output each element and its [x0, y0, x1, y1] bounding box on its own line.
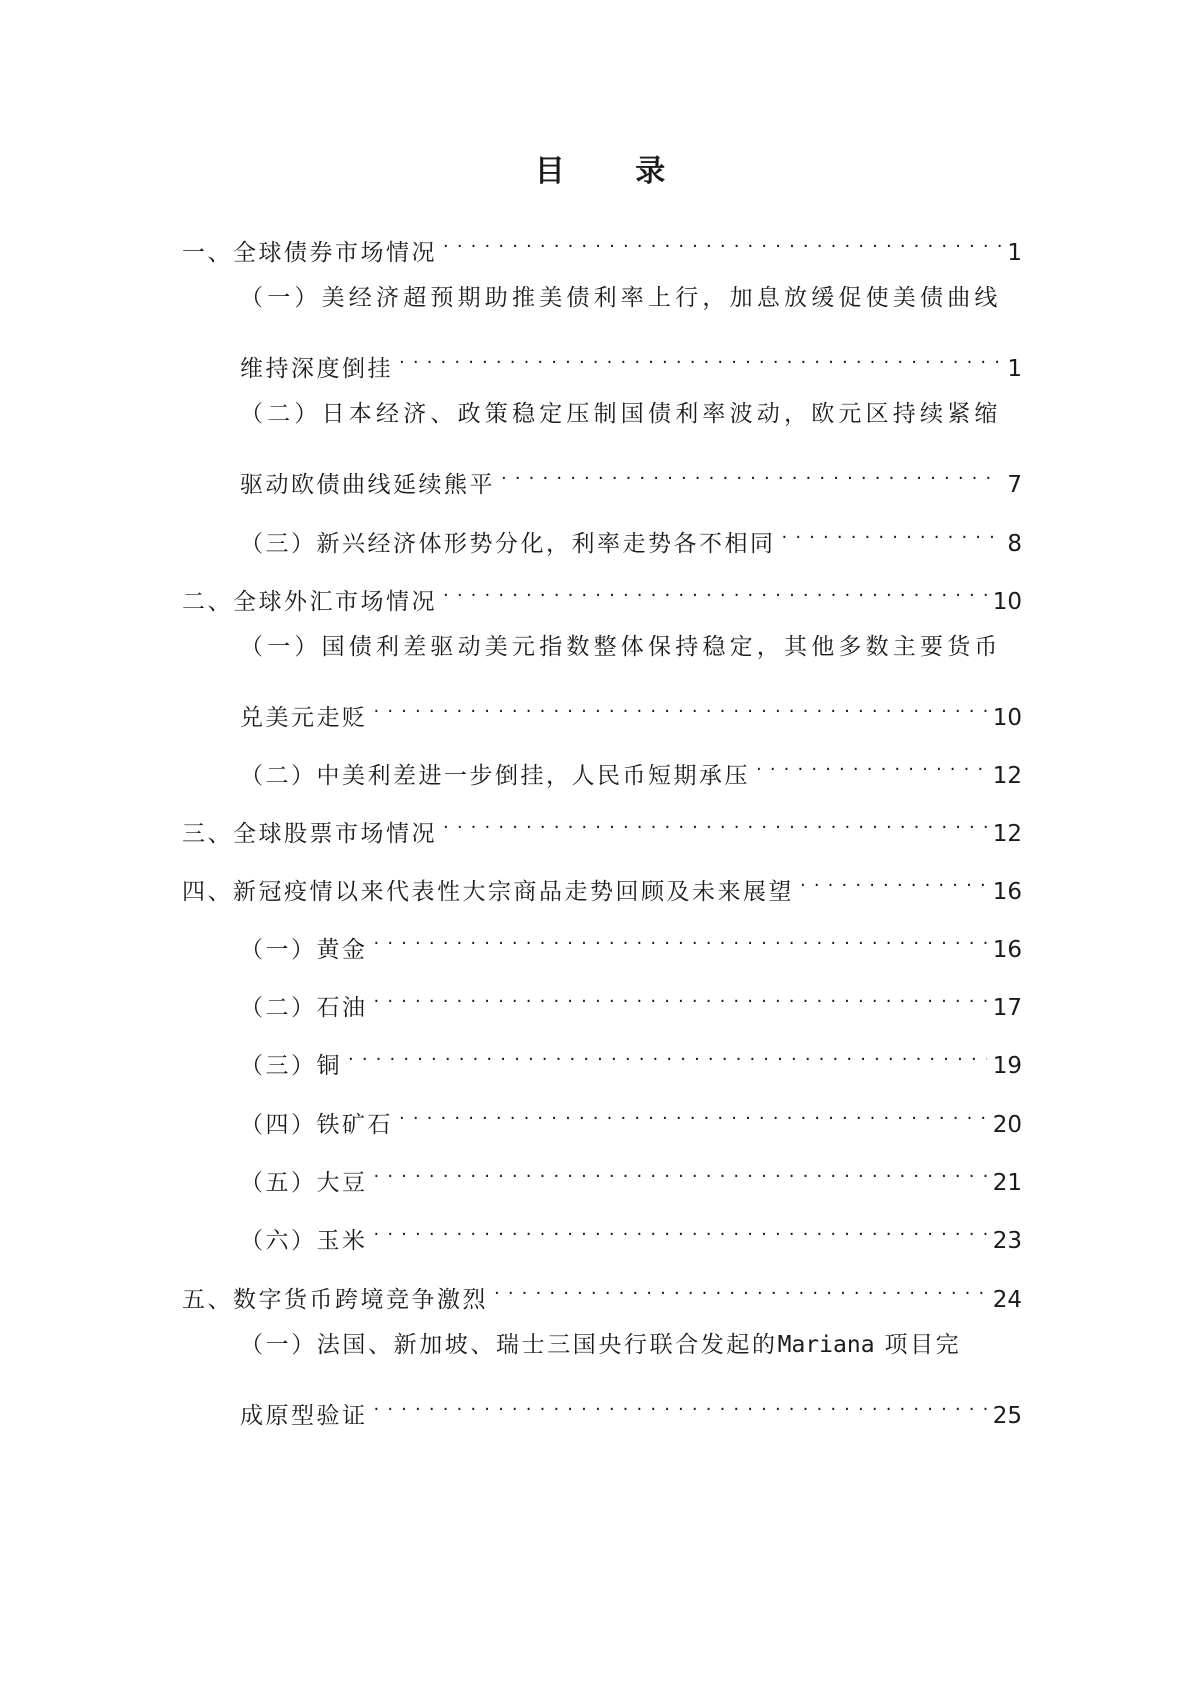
toc-page-number: 17 — [992, 995, 1022, 1021]
toc-entry-label: （三）新兴经济体形势分化，利率走势各不相同 — [240, 531, 776, 557]
toc-entry-label-latin: Mariana — [777, 1332, 875, 1358]
toc-entry-2-1-line2[interactable] — [240, 685, 1022, 731]
toc-entry-label: （六）玉米 — [240, 1228, 368, 1254]
toc-entry-label-part: 项目完 — [884, 1332, 962, 1358]
dot-leader — [374, 1208, 987, 1248]
toc-entry-4[interactable] — [182, 859, 1022, 905]
toc-entry-4-4[interactable] — [240, 1092, 1022, 1138]
toc-entry-label: （二）石油 — [240, 995, 368, 1021]
toc-entry-label: 二、全球外汇市场情况 — [182, 589, 437, 615]
toc-entry-label: （一）国债利差驱动美元指数整体保持稳定，其他多数主要货币 — [240, 634, 1002, 660]
dot-leader — [800, 859, 987, 899]
toc-entry-label: （一）黄金 — [240, 937, 368, 963]
toc-entry-label: 一、全球债券市场情况 — [182, 240, 437, 266]
toc-entry-label: 维持深度倒挂 — [240, 356, 393, 382]
dot-leader — [782, 511, 1002, 551]
dot-leader — [443, 569, 987, 609]
toc-page-number: 23 — [992, 1228, 1022, 1254]
toc-page-number: 1 — [1007, 356, 1022, 382]
dot-leader — [494, 1267, 987, 1307]
toc-entry-label: （五）大豆 — [240, 1170, 368, 1196]
dot-leader — [443, 220, 1001, 260]
dot-leader — [374, 917, 987, 957]
toc-entry-5[interactable] — [182, 1267, 1022, 1313]
toc-entry-label: 五、数字货币跨境竞争激烈 — [182, 1287, 488, 1313]
toc-page-number: 19 — [992, 1053, 1022, 1079]
toc-entry-5-1-line2[interactable] — [240, 1383, 1022, 1429]
toc-title: 目 录 — [534, 154, 696, 189]
toc-entry-4-6[interactable] — [240, 1208, 1022, 1254]
toc-entry-label: 成原型验证 — [240, 1403, 368, 1429]
toc-entry-1-2-line1[interactable] — [240, 394, 1022, 434]
dot-leader — [399, 1092, 987, 1132]
dot-leader — [756, 743, 987, 783]
toc-page-number: 12 — [992, 821, 1022, 847]
toc-page-number: 16 — [992, 937, 1022, 963]
toc-entry-4-5[interactable] — [240, 1150, 1022, 1196]
toc-entry-4-2[interactable] — [240, 975, 1022, 1021]
toc-entry-2-2[interactable] — [240, 743, 1022, 789]
toc-page-number: 10 — [992, 589, 1022, 615]
toc-page-number: 12 — [992, 763, 1022, 789]
toc-page-number: 7 — [1007, 472, 1022, 498]
toc-entry-1-1-line1[interactable] — [240, 278, 1022, 318]
dot-leader — [399, 336, 1001, 376]
dot-leader — [348, 1033, 987, 1073]
toc-page-number: 16 — [992, 879, 1022, 905]
toc-entry-label: 四、新冠疫情以来代表性大宗商品走势回顾及未来展望 — [182, 879, 794, 905]
toc-entry-label: 驱动欧债曲线延续熊平 — [240, 472, 495, 498]
toc-entry-1-3[interactable] — [240, 511, 1022, 557]
dot-leader — [374, 685, 987, 725]
toc-page-number: 21 — [992, 1170, 1022, 1196]
toc-page-number: 1 — [1007, 240, 1022, 266]
toc-entry-4-1[interactable] — [240, 917, 1022, 963]
dot-leader — [374, 1383, 987, 1423]
dot-leader — [374, 1150, 987, 1190]
toc-entry-2-1-line1[interactable] — [240, 627, 1022, 667]
toc-entry-label: （三）铜 — [240, 1053, 342, 1079]
dot-leader — [501, 452, 1001, 492]
toc-entry-5-1-line1[interactable] — [240, 1325, 1022, 1365]
toc-entry-label-part: （一）法国、新加坡、瑞士三国央行联合发起的 — [240, 1332, 778, 1358]
toc-entry-1-1-line2[interactable] — [240, 336, 1022, 382]
toc-entry-label: 兑美元走贬 — [240, 705, 368, 731]
toc-page-number: 10 — [992, 705, 1022, 731]
dot-leader — [374, 975, 987, 1015]
toc-page-number: 24 — [992, 1287, 1022, 1313]
dot-leader — [443, 801, 987, 841]
toc-entry-label: （一）美经济超预期助推美债利率上行，加息放缓促使美债曲线 — [240, 285, 1002, 311]
toc-entry-label: （二）日本经济、政策稳定压制国债利率波动，欧元区持续紧缩 — [240, 401, 1002, 427]
toc-entry-2[interactable] — [182, 569, 1022, 615]
toc-entry-label: 三、全球股票市场情况 — [182, 821, 437, 847]
toc-page-number: 20 — [992, 1112, 1022, 1138]
toc-entry-3[interactable] — [182, 801, 1022, 847]
toc-entry-label: （四）铁矿石 — [240, 1112, 393, 1138]
toc-page-number: 25 — [992, 1403, 1022, 1429]
toc-page-number: 8 — [1007, 531, 1022, 557]
toc-entry-4-3[interactable] — [240, 1033, 1022, 1079]
toc-entry-label: （二）中美利差进一步倒挂，人民币短期承压 — [240, 763, 750, 789]
toc-entry-label — [240, 1325, 961, 1365]
toc-entry-1-2-line2[interactable] — [240, 452, 1022, 498]
toc-entry-1[interactable] — [182, 220, 1022, 266]
